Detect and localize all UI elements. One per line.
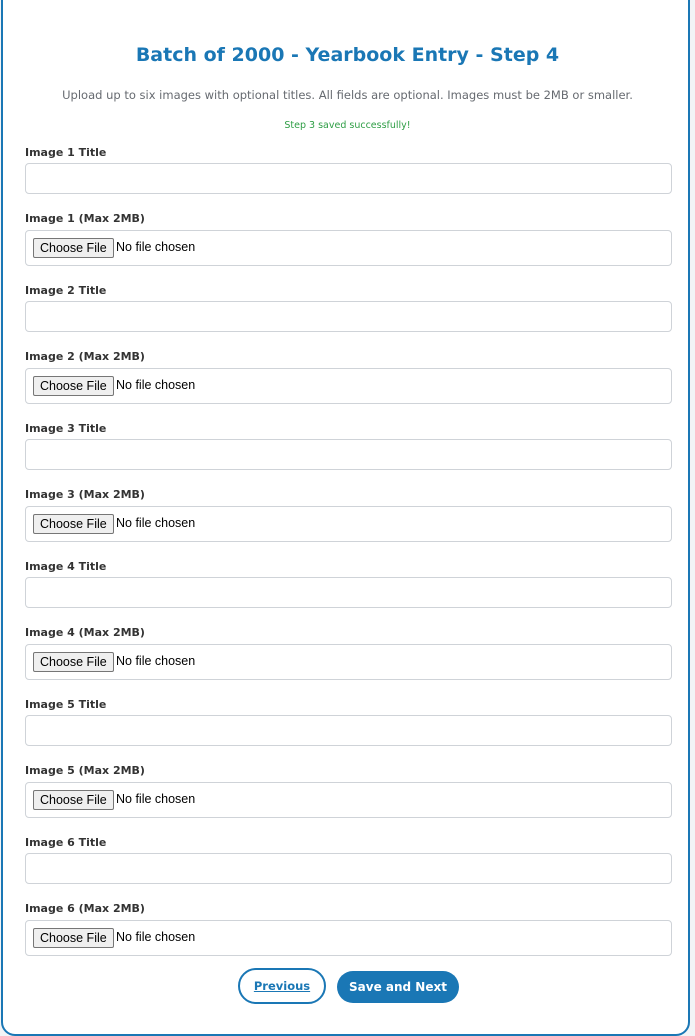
image-2-title-input[interactable] — [25, 301, 672, 332]
image-6-file-status: No file chosen — [116, 930, 196, 944]
image-2-file-input[interactable] — [25, 368, 672, 404]
image-3-choose-file-button[interactable]: Choose File — [33, 514, 114, 534]
save-and-next-button[interactable]: Save and Next — [337, 971, 459, 1003]
image-4-file-input[interactable] — [25, 644, 672, 680]
image-1-file-input[interactable] — [25, 230, 672, 266]
image-5-file-status: No file chosen — [116, 792, 196, 806]
image-2-file-label: Image 2 (Max 2MB) — [25, 350, 145, 363]
image-1-title-input[interactable] — [25, 163, 672, 194]
image-4-choose-file-button[interactable]: Choose File — [33, 652, 114, 672]
image-3-file-status: No file chosen — [116, 516, 196, 530]
image-6-file-label: Image 6 (Max 2MB) — [25, 902, 145, 915]
image-5-title-input[interactable] — [25, 715, 672, 746]
image-1-file-label: Image 1 (Max 2MB) — [25, 212, 145, 225]
image-1-title-label: Image 1 Title — [25, 146, 107, 159]
image-2-choose-file-button[interactable]: Choose File — [33, 376, 114, 396]
image-6-file-input[interactable] — [25, 920, 672, 956]
image-6-title-label: Image 6 Title — [25, 836, 107, 849]
image-3-title-input[interactable] — [25, 439, 672, 470]
previous-button[interactable]: Previous — [238, 968, 326, 1004]
image-4-file-label: Image 4 (Max 2MB) — [25, 626, 145, 639]
image-1-choose-file-button[interactable]: Choose File — [33, 238, 114, 258]
image-3-file-label: Image 3 (Max 2MB) — [25, 488, 145, 501]
image-4-title-label: Image 4 Title — [25, 560, 107, 573]
image-5-file-label: Image 5 (Max 2MB) — [25, 764, 145, 777]
image-3-title-label: Image 3 Title — [25, 422, 107, 435]
image-5-title-label: Image 5 Title — [25, 698, 107, 711]
image-4-title-input[interactable] — [25, 577, 672, 608]
image-4-file-status: No file chosen — [116, 654, 196, 668]
image-2-file-status: No file chosen — [116, 378, 196, 392]
image-6-choose-file-button[interactable]: Choose File — [33, 928, 114, 948]
image-5-choose-file-button[interactable]: Choose File — [33, 790, 114, 810]
page-title: Batch of 2000 - Yearbook Entry - Step 4 — [135, 44, 560, 66]
success-message: Step 3 saved successfully! — [284, 120, 411, 131]
image-6-title-input[interactable] — [25, 853, 672, 884]
image-1-file-status: No file chosen — [116, 240, 196, 254]
image-3-file-input[interactable] — [25, 506, 672, 542]
image-5-file-input[interactable] — [25, 782, 672, 818]
page-subtitle: Upload up to six images with optional titles. All fields are optional. Images must be 2MB or smaller. — [62, 88, 633, 102]
image-2-title-label: Image 2 Title — [25, 284, 107, 297]
